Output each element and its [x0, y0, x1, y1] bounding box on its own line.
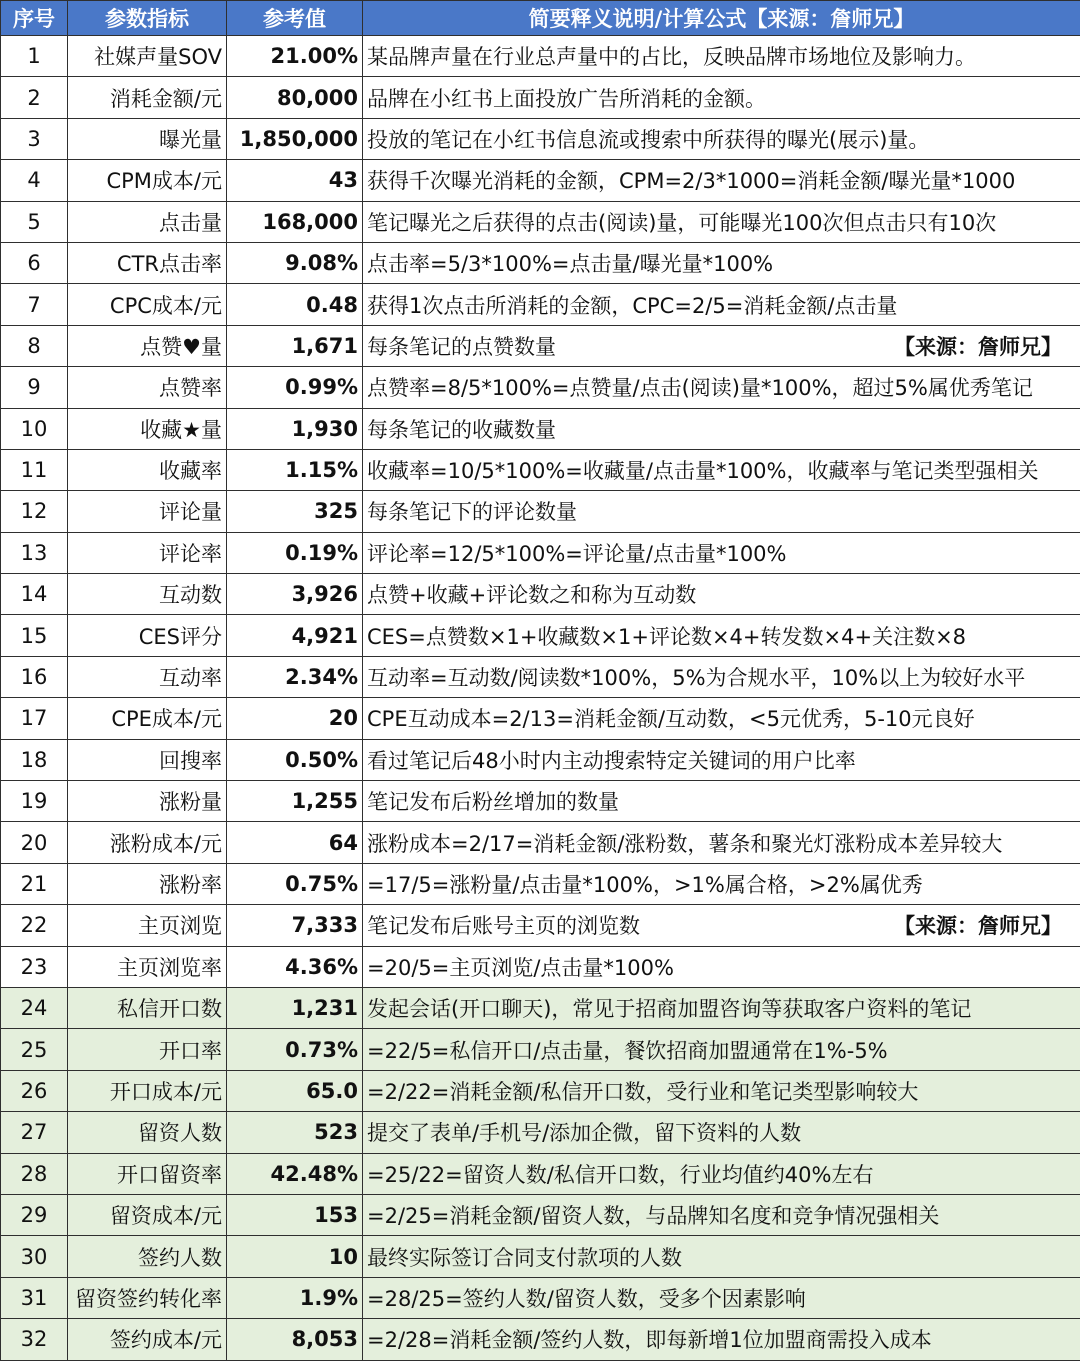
row-index: 28	[1, 1153, 68, 1194]
description-text: 获得1次点击所消耗的金额，CPC=2/5=消耗金额/点击量	[367, 294, 897, 318]
table-row	[1, 822, 1080, 863]
metric-name: 回搜率	[68, 739, 227, 780]
metric-name: 收藏★量	[68, 408, 227, 449]
metric-description	[363, 77, 1080, 118]
metric-value: 523	[227, 1112, 363, 1153]
metric-value: 3,926	[227, 574, 363, 615]
table-row	[1, 325, 1080, 366]
row-index: 11	[1, 449, 68, 490]
metric-description	[363, 1194, 1080, 1235]
metric-name: 留资人数	[68, 1112, 227, 1153]
metric-value: 0.99%	[227, 367, 363, 408]
header-metric: 参数指标	[68, 1, 227, 36]
metric-value: 80,000	[227, 77, 363, 118]
metric-name: CPE成本/元	[68, 698, 227, 739]
table-row	[1, 532, 1080, 573]
row-index: 29	[1, 1194, 68, 1235]
row-index: 22	[1, 905, 68, 946]
header-description: 简要释义说明/计算公式【来源：詹师兄】	[363, 1, 1080, 36]
metric-name: 涨粉率	[68, 863, 227, 904]
table-row	[1, 1277, 1080, 1318]
metric-description	[363, 1029, 1080, 1070]
metric-description	[363, 781, 1080, 822]
metric-description	[363, 1277, 1080, 1318]
description-text: 笔记发布后粉丝增加的数量	[367, 790, 619, 814]
description-text: =2/28=消耗金额/签约人数，即每新增1位加盟商需投入成本	[367, 1328, 932, 1352]
row-index: 24	[1, 987, 68, 1028]
description-text: 每条笔记下的评论数量	[367, 500, 577, 524]
row-index: 27	[1, 1112, 68, 1153]
metric-name: CTR点击率	[68, 242, 227, 283]
metric-value: 8,053	[227, 1319, 363, 1360]
table-row	[1, 36, 1080, 77]
metric-description	[363, 574, 1080, 615]
metric-description	[363, 1319, 1080, 1360]
metric-name: 评论率	[68, 532, 227, 573]
metric-description	[363, 160, 1080, 201]
description-text: 收藏率=10/5*100%=收藏量/点击量*100%，收藏率与笔记类型强相关	[367, 459, 1039, 483]
table-row	[1, 449, 1080, 490]
metric-value: 9.08%	[227, 242, 363, 283]
table-row	[1, 781, 1080, 822]
table-row	[1, 1029, 1080, 1070]
description-text: 互动率=互动数/阅读数*100%，5%为合规水平，10%以上为较好水平	[367, 666, 1025, 690]
description-text: 评论率=12/5*100%=评论量/点击量*100%	[367, 542, 787, 566]
metric-description	[363, 615, 1080, 656]
metric-value: 20	[227, 698, 363, 739]
description-text: =2/22=消耗金额/私信开口数，受行业和笔记类型影响较大	[367, 1080, 918, 1104]
metric-description	[363, 201, 1080, 242]
table-row	[1, 77, 1080, 118]
metric-name: 开口成本/元	[68, 1070, 227, 1111]
row-index: 9	[1, 367, 68, 408]
metric-name: 评论量	[68, 491, 227, 532]
metric-name: 互动率	[68, 656, 227, 697]
table-row	[1, 1070, 1080, 1111]
metric-description	[363, 118, 1080, 159]
metric-description	[363, 242, 1080, 283]
metric-value: 10	[227, 1236, 363, 1277]
metric-name: 开口留资率	[68, 1153, 227, 1194]
metric-name: 涨粉成本/元	[68, 822, 227, 863]
metric-description	[363, 739, 1080, 780]
source-note: 【来源：詹师兄】	[894, 910, 1076, 940]
table-row	[1, 408, 1080, 449]
metric-value: 0.50%	[227, 739, 363, 780]
metric-description	[363, 905, 1080, 946]
metric-name: 互动数	[68, 574, 227, 615]
row-index: 2	[1, 77, 68, 118]
metric-value: 2.34%	[227, 656, 363, 697]
row-index: 23	[1, 946, 68, 987]
metric-description	[363, 1153, 1080, 1194]
description-text: =17/5=涨粉量/点击量*100%，>1%属合格，>2%属优秀	[367, 873, 923, 897]
metric-name: 留资签约转化率	[68, 1277, 227, 1318]
metric-value: 4,921	[227, 615, 363, 656]
metric-description	[363, 987, 1080, 1028]
description-text: CPE互动成本=2/13=消耗金额/互动数，<5元优秀，5-10元良好	[367, 707, 975, 731]
metric-value: 1.9%	[227, 1277, 363, 1318]
description-text: 涨粉成本=2/17=消耗金额/涨粉数，薯条和聚光灯涨粉成本差异较大	[367, 832, 1002, 856]
row-index: 4	[1, 160, 68, 201]
metric-description	[363, 532, 1080, 573]
row-index: 32	[1, 1319, 68, 1360]
metric-value: 43	[227, 160, 363, 201]
table-row	[1, 1153, 1080, 1194]
description-text: 发起会话(开口聊天)，常见于招商加盟咨询等获取客户资料的笔记	[367, 997, 971, 1021]
metric-value: 168,000	[227, 201, 363, 242]
table-row	[1, 1112, 1080, 1153]
metric-name: 曝光量	[68, 118, 227, 159]
row-index: 10	[1, 408, 68, 449]
metric-value: 1,850,000	[227, 118, 363, 159]
metric-value: 1,255	[227, 781, 363, 822]
source-note: 【来源：詹师兄】	[894, 331, 1076, 361]
metric-name: 收藏率	[68, 449, 227, 490]
metric-name: 签约人数	[68, 1236, 227, 1277]
table-row	[1, 574, 1080, 615]
description-text: =25/22=留资人数/私信开口数，行业均值约40%左右	[367, 1163, 873, 1187]
metric-value: 1.15%	[227, 449, 363, 490]
row-index: 31	[1, 1277, 68, 1318]
metric-value: 65.0	[227, 1070, 363, 1111]
description-text: 获得千次曝光消耗的金额，CPM=2/3*1000=消耗金额/曝光量*1000	[367, 169, 1015, 193]
metric-name: CPM成本/元	[68, 160, 227, 201]
metric-description	[363, 408, 1080, 449]
metric-description	[363, 367, 1080, 408]
table-row	[1, 1194, 1080, 1235]
metric-value: 1,231	[227, 987, 363, 1028]
metric-name: 开口率	[68, 1029, 227, 1070]
metric-name: 签约成本/元	[68, 1319, 227, 1360]
metric-value: 4.36%	[227, 946, 363, 987]
description-text: 最终实际签订合同支付款项的人数	[367, 1246, 682, 1270]
description-text: =20/5=主页浏览/点击量*100%	[367, 956, 674, 980]
table-row	[1, 201, 1080, 242]
row-index: 8	[1, 325, 68, 366]
row-index: 7	[1, 284, 68, 325]
metric-description	[363, 284, 1080, 325]
metric-description	[363, 491, 1080, 532]
metric-value: 153	[227, 1194, 363, 1235]
metric-value: 7,333	[227, 905, 363, 946]
metric-value: 64	[227, 822, 363, 863]
row-index: 26	[1, 1070, 68, 1111]
metric-name: 主页浏览	[68, 905, 227, 946]
metric-value: 0.19%	[227, 532, 363, 573]
description-text: =28/25=签约人数/留资人数，受多个因素影响	[367, 1287, 806, 1311]
row-index: 13	[1, 532, 68, 573]
metric-value: 21.00%	[227, 36, 363, 77]
table-row	[1, 615, 1080, 656]
table-row	[1, 118, 1080, 159]
description-text: 某品牌声量在行业总声量中的占比，反映品牌市场地位及影响力。	[367, 45, 976, 69]
table-row	[1, 739, 1080, 780]
metric-name: 点赞率	[68, 367, 227, 408]
metric-name: CES评分	[68, 615, 227, 656]
description-text: 点赞率=8/5*100%=点赞量/点击(阅读)量*100%，超过5%属优秀笔记	[367, 376, 1033, 400]
header-reference-value: 参考值	[227, 1, 363, 36]
metric-name: 社媒声量SOV	[68, 36, 227, 77]
metric-value: 0.73%	[227, 1029, 363, 1070]
description-text: 品牌在小红书上面投放广告所消耗的金额。	[367, 87, 766, 111]
metric-description	[363, 36, 1080, 77]
metric-name: 涨粉量	[68, 781, 227, 822]
metric-description	[363, 1112, 1080, 1153]
table-row	[1, 905, 1080, 946]
metric-description	[363, 698, 1080, 739]
description-text: 投放的笔记在小红书信息流或搜索中所获得的曝光(展示)量。	[367, 128, 929, 152]
row-index: 30	[1, 1236, 68, 1277]
row-index: 20	[1, 822, 68, 863]
description-text: 笔记曝光之后获得的点击(阅读)量，可能曝光100次但点击只有10次	[367, 211, 996, 235]
description-text: =22/5=私信开口/点击量，餐饮招商加盟通常在1%-5%	[367, 1039, 888, 1063]
table-row	[1, 987, 1080, 1028]
row-index: 21	[1, 863, 68, 904]
table-row	[1, 367, 1080, 408]
metric-name: 消耗金额/元	[68, 77, 227, 118]
row-index: 12	[1, 491, 68, 532]
metric-description	[363, 946, 1080, 987]
metric-name: 留资成本/元	[68, 1194, 227, 1235]
table-row	[1, 242, 1080, 283]
description-text: 每条笔记的收藏数量	[367, 418, 556, 442]
table-row	[1, 1319, 1080, 1360]
description-text: 点赞+收藏+评论数之和称为互动数	[367, 583, 696, 607]
metric-value: 0.75%	[227, 863, 363, 904]
metric-value: 42.48%	[227, 1153, 363, 1194]
row-index: 14	[1, 574, 68, 615]
row-index: 6	[1, 242, 68, 283]
row-index: 19	[1, 781, 68, 822]
metric-value: 0.48	[227, 284, 363, 325]
table-row	[1, 946, 1080, 987]
row-index: 1	[1, 36, 68, 77]
metric-value: 1,930	[227, 408, 363, 449]
row-index: 25	[1, 1029, 68, 1070]
row-index: 15	[1, 615, 68, 656]
table-row	[1, 491, 1080, 532]
metric-description	[363, 1070, 1080, 1111]
row-index: 18	[1, 739, 68, 780]
row-index: 5	[1, 201, 68, 242]
table-row	[1, 284, 1080, 325]
metric-name: 主页浏览率	[68, 946, 227, 987]
table-row	[1, 698, 1080, 739]
table-row	[1, 160, 1080, 201]
description-text: 提交了表单/手机号/添加企微，留下资料的人数	[367, 1121, 801, 1145]
header-row	[1, 1, 1080, 36]
metric-name: 点击量	[68, 201, 227, 242]
description-text: 看过笔记后48小时内主动搜索特定关键词的用户比率	[367, 749, 856, 773]
metric-value: 1,671	[227, 325, 363, 366]
header-index: 序号	[1, 1, 68, 36]
table-row	[1, 656, 1080, 697]
description-text: =2/25=消耗金额/留资人数，与品牌知名度和竞争情况强相关	[367, 1204, 939, 1228]
row-index: 16	[1, 656, 68, 697]
metric-description	[363, 449, 1080, 490]
table-row	[1, 863, 1080, 904]
description-text: 每条笔记的点赞数量	[367, 335, 556, 359]
metric-value: 325	[227, 491, 363, 532]
description-text: 笔记发布后账号主页的浏览数	[367, 914, 640, 938]
table-row	[1, 1236, 1080, 1277]
metric-name: 点赞♥量	[68, 325, 227, 366]
row-index: 3	[1, 118, 68, 159]
metric-description	[363, 822, 1080, 863]
metric-description	[363, 863, 1080, 904]
metric-description	[363, 1236, 1080, 1277]
description-text: CES=点赞数×1+收藏数×1+评论数×4+转发数×4+关注数×8	[367, 625, 966, 649]
metric-name: CPC成本/元	[68, 284, 227, 325]
metric-description	[363, 656, 1080, 697]
metric-description	[363, 325, 1080, 366]
row-index: 17	[1, 698, 68, 739]
description-text: 点击率=5/3*100%=点击量/曝光量*100%	[367, 252, 773, 276]
metric-name: 私信开口数	[68, 987, 227, 1028]
